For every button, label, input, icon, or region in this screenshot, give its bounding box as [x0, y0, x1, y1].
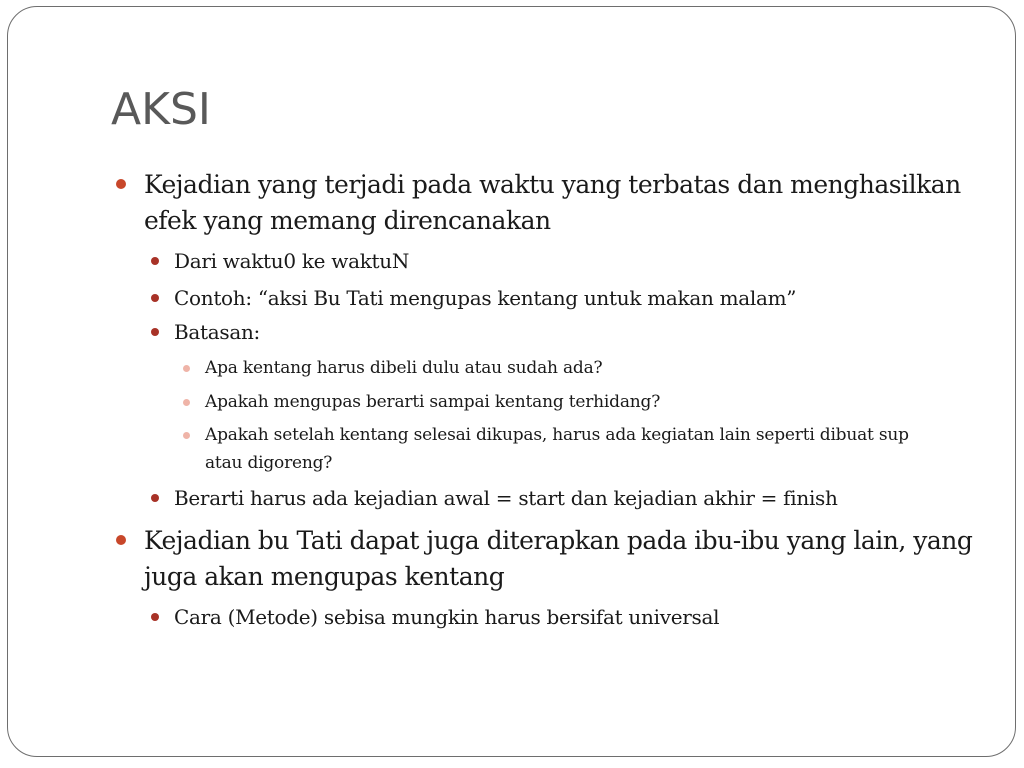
bullet-item-level2: Batasan:	[174, 320, 260, 344]
bullet-icon	[151, 257, 159, 265]
bullet-icon	[183, 365, 190, 372]
bullet-icon	[116, 535, 126, 545]
bullet-item-continuation: efek yang memang direncanakan	[144, 206, 551, 235]
bullet-item-level1: Kejadian bu Tati dapat juga diterapkan pada ibu-ibu yang lain, yang	[144, 526, 973, 555]
bullet-icon	[151, 328, 159, 336]
bullet-icon	[151, 294, 159, 302]
bullet-item-level3: Apakah mengupas berarti sampai kentang terhidang?	[205, 392, 661, 412]
bullet-icon	[183, 399, 190, 406]
bullet-icon	[116, 179, 126, 189]
bullet-item-level3: Apakah setelah kentang selesai dikupas, harus ada kegiatan lain seperti dibuat sup	[205, 425, 909, 445]
bullet-icon	[151, 613, 159, 621]
bullet-item-level3: Apa kentang harus dibeli dulu atau sudah ada?	[205, 358, 603, 378]
bullet-item-level2: Dari waktu0 ke waktuN	[174, 249, 410, 273]
bullet-item-level2: Contoh: “aksi Bu Tati mengupas kentang untuk makan malam”	[174, 286, 797, 310]
bullet-item-level2: Berarti harus ada kejadian awal = start dan kejadian akhir = finish	[174, 486, 838, 510]
bullet-item-continuation: atau digoreng?	[205, 453, 333, 473]
bullet-icon	[151, 494, 159, 502]
bullet-item-level2: Cara (Metode) sebisa mungkin harus bersifat universal	[174, 605, 720, 629]
bullet-icon	[183, 432, 190, 439]
slide-title: AKSI	[111, 84, 211, 135]
bullet-item-continuation: juga akan mengupas kentang	[144, 562, 505, 591]
bullet-item-level1: Kejadian yang terjadi pada waktu yang terbatas dan menghasilkan	[144, 170, 961, 199]
